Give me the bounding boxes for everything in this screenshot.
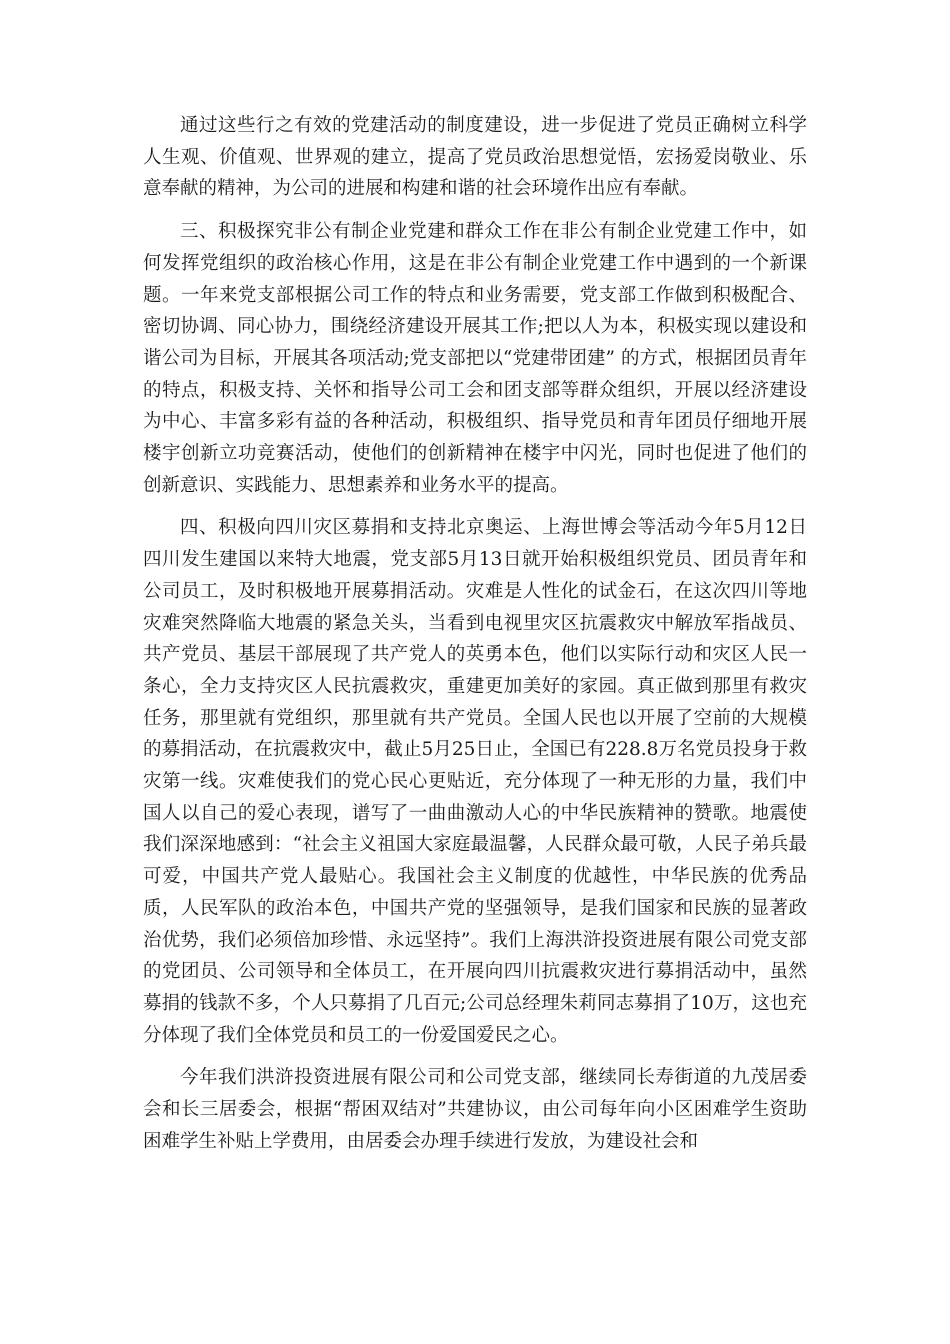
paragraph-community-support: 今年我们洪浒投资进展有限公司和公司党支部，继续同长寿街道的九茂居委会和长三居委会，根据“帮困双结对”共建协议，由公司每年向小区困难学生资助困难学生补贴上学费用，由居委会办理手续进行发放，为建设社会和 xyxy=(143,1067,807,1152)
paragraph-non-public-enterprise: 三、积极探究非公有制企业党建和群众工作在非公有制企业党建工作中，如何发挥党组织的政治核心作用，这是在非公有制企业党建工作中遇到的一个新课题。一年来党支部根据公司工作的特点和业务需要，党支部工作做到积极配合、密切协调、同心协力，围绕经济建设开展其工作;把以人为本，积极实现以建设和谐公司为目标，开展其各项活动;党支部把以“党建带团建” 的方式，根据团员青年的特点，积极支持、关怀和指导公司工会和团支部等群众组织，开展以经济建设为中心、丰富多彩有益的各种活动，积极组织、指导党员和青年团员仔细地开展楼宇创新立功竞赛活动，使他们的创新精神在楼宇中闪光，同时也促进了他们的创新意识、实践能力、思想素养和业务水平的提高。 xyxy=(143,221,807,496)
paragraph-sichuan-donation: 四、积极向四川灾区募捐和支持北京奥运、上海世博会等活动今年5月12日四川发生建国以来特大地震，党支部5月13日就开始积极组织党员、团员青年和公司员工，及时积极地开展募捐活动。灾难是人性化的试金石，在这次四川等地灾难突然降临大地震的紧急关头，当看到电视里灾区抗震救灾中解放军指战员、共产党员、基层干部展现了共产党人的英勇本色，他们以实际行动和灾区人民一条心，全力支持灾区人民抗震救灾，重建更加美好的家园。真正做到那里有救灾任务，那里就有党组织，那里就有共产党员。全国人民也以开展了空前的大规模的募捐活动，在抗震救灾中，截止5月25日止，全国已有228.8万名党员投身于救灾第一线。灾难使我们的党心民心更贴近，充分体现了一种无形的力量，我们中国人以自己的爱心表现，谱写了一曲曲激动人心的中华民族精神的赞歌。地震使我们深深地感到：“社会主义祖国大家庭最温馨，人民群众最可敬，人民子弟兵最可爱，中国共产党人最贴心。我国社会主义制度的优越性，中华民族的优秀品质，人民军队的政治本色，中国共产党的坚强领导，是我们国家和民族的显著政治优势，我们必须倍加珍惜、永远坚持”。我们上海洪浒投资进展有限公司党支部的党团员、公司领导和全体员工，在开展向四川抗震救灾进行募捐活动中，虽然募捐的钱款不多，个人只募捐了几百元;公司总经理朱莉同志募捐了10万，这也充分体现了我们全体党员和员工的一份爱国爱民之心。 xyxy=(143,517,807,1046)
document-body xyxy=(143,110,807,1169)
paragraph-party-building-system: 通过这些行之有效的党建活动的制度建设，进一步促进了党员正确树立科学人生观、价值观、世界观的建立，提高了党员政治思想觉悟，宏扬爱岗敬业、乐意奉献的精神，为公司的进展和构建和谐的社会环境作出应有奉献。 xyxy=(143,115,807,200)
